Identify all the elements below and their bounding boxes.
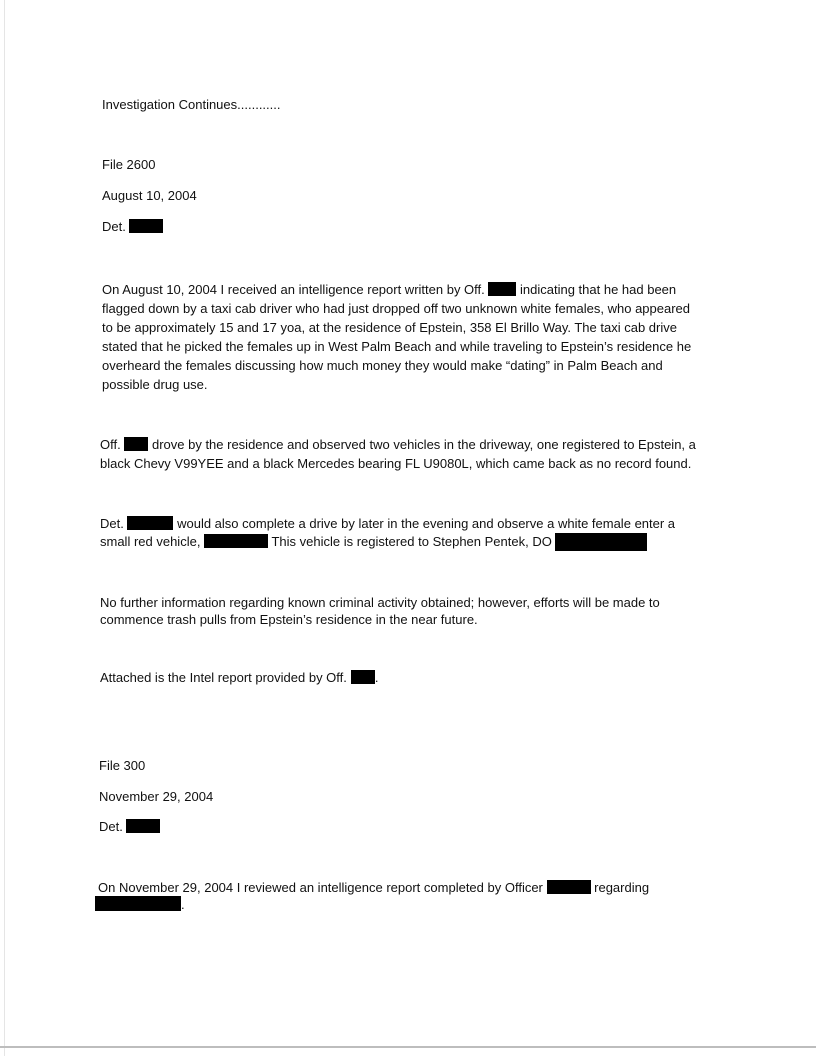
paragraph-line bbox=[102, 281, 676, 299]
redaction-box bbox=[351, 670, 375, 684]
document-header: Investigation Continues............ bbox=[102, 97, 281, 112]
paragraph-line: No further information regarding known criminal activity obtained; however, efforts will be made to bbox=[100, 595, 660, 610]
file-number: File 2600 bbox=[102, 157, 156, 172]
entry-date: November 29, 2004 bbox=[99, 789, 214, 804]
detective-label: Det. bbox=[102, 219, 126, 234]
paragraph-line bbox=[100, 436, 696, 454]
paragraph-line bbox=[100, 533, 647, 551]
redaction-box bbox=[127, 516, 173, 530]
paragraph-text: small red vehicle, bbox=[100, 534, 201, 549]
paragraph-text: regarding bbox=[594, 880, 650, 895]
redaction-box bbox=[124, 437, 148, 451]
redaction-box bbox=[204, 534, 268, 548]
paragraph-text: On August 10, 2004 I received an intelligence report written by Off. bbox=[102, 282, 485, 297]
redaction-box bbox=[555, 533, 647, 551]
paragraph-text: . bbox=[181, 897, 185, 912]
paragraph-line: flagged down by a taxi cab driver who had just dropped off two unknown white females, who appeared bbox=[102, 301, 691, 316]
scan-edge bbox=[4, 0, 5, 1056]
paragraph-text: This vehicle is registered to Stephen Pentek, DO bbox=[271, 534, 552, 549]
redaction-box bbox=[95, 896, 181, 911]
detective-line bbox=[99, 818, 160, 836]
paragraph-line: possible drug use. bbox=[102, 377, 208, 392]
paragraph-text: drove by the residence and observed two vehicles in the driveway, one registered to Epstein, a bbox=[151, 437, 696, 452]
paragraph-line bbox=[95, 896, 185, 914]
paragraph-line: to be approximately 15 and 17 yoa, at the residence of Epstein, 358 El Brillo Way. The taxi cab drive bbox=[102, 320, 677, 335]
redaction-box bbox=[547, 880, 591, 894]
paragraph-text: enter a bbox=[634, 516, 676, 531]
paragraph-line bbox=[100, 669, 379, 687]
paragraph-line: black Chevy V99YEE and a black Mercedes bearing FL U9080L, which came back as no record found. bbox=[100, 456, 692, 471]
detective-line bbox=[102, 218, 163, 236]
redaction-box bbox=[488, 282, 516, 296]
scan-bottom-rule bbox=[0, 1046, 816, 1048]
entry-date: August 10, 2004 bbox=[102, 188, 197, 203]
paragraph-line bbox=[100, 515, 675, 533]
paragraph-line: stated that he picked the females up in West Palm Beach and while traveling to Epstein’s residence he bbox=[102, 339, 692, 354]
paragraph-text: Det. bbox=[100, 516, 124, 531]
redaction-box bbox=[129, 219, 163, 233]
paragraph-text: On November 29, 2004 I reviewed an intelligence report completed by Officer bbox=[98, 880, 543, 895]
paragraph-text: Attached is the Intel report provided by Off. bbox=[100, 670, 347, 685]
paragraph-line bbox=[98, 879, 649, 897]
redaction-box bbox=[126, 819, 160, 833]
paragraph-line: commence trash pulls from Epstein’s residence in the near future. bbox=[100, 612, 478, 627]
paragraph-text: would also complete a drive by later in the evening and observe bbox=[177, 516, 544, 531]
file-number: File 300 bbox=[99, 758, 146, 773]
detective-label: Det. bbox=[99, 819, 123, 834]
paragraph-text: indicating that he had been bbox=[520, 282, 677, 297]
paragraph-text: a white female bbox=[547, 516, 631, 531]
paragraph-text: . bbox=[374, 670, 379, 685]
paragraph-line: overheard the females discussing how much money they would make “dating” in Palm Beach and bbox=[102, 358, 663, 373]
paragraph-text: Off. bbox=[100, 437, 121, 452]
